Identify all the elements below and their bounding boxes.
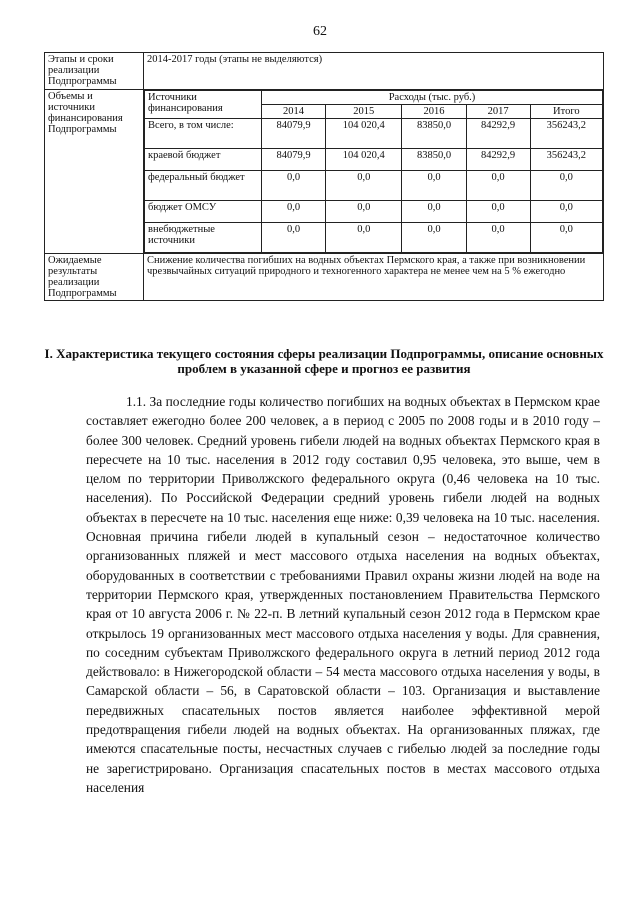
source-label: краевой бюджет <box>145 149 262 171</box>
funding-row-total <box>145 119 603 149</box>
expenses-header: Расходы (тыс. руб.) <box>262 91 603 105</box>
results-label: Ожидаемые результаты реализации Подпрограммы <box>45 254 144 301</box>
funding-label: Объемы и источники финансирования Подпрограммы <box>45 90 144 254</box>
section-heading: I. Характеристика текущего состояния сферы реализации Подпрограммы, описание основных проблем в указанной сфере и прогноз ее развития <box>44 346 604 376</box>
value-cell: 0,0 <box>402 223 466 253</box>
stages-row <box>45 53 604 90</box>
value-cell: 0,0 <box>530 171 602 201</box>
paragraph: 1.1. За последние годы количество погибших на водных объектах в Пермском крае составляет ежегодно более 200 человек, а в период с 2005 по 2008 годы и в 2010 году – более 300 человек. Средний уровень гибели людей на водных объектах Пермского края в пересчете на 10 тыс. населения в 2012 году составил 0,95 человека, это выше, чем в целом по территории Приволжского федерального округа (0,46 человека на 10 тыс. населения). По Российской Федерации средний уровень гибели людей на водных объектах в пересчете на 10 тыс. населения еще ниже: 0,39 человека на 10 тыс. населения. Основная причина гибели людей в купальный сезон – недостаточное количество организованных пляжей и мест массового отдыха населения на водных объектах, оборудованных в соответствии с требованиями Правил охраны жизни людей на воде на территории Пермского края, утвержденных постановлением Правительства Пермского края от 10 августа 2006 г. № 22-п. В летний купальный сезон 2012 года в Пермском крае открылось 19 организованных мест массового отдыха населения у воды. Для сравнения, по соседним субъектам Приволжского федерального округа в летний период 2012 года действовало: в Нижегородской области – 54 места массового отдыха населения у воды, в Самарской области – 56, в Саратовской области – 103. Организация и выставление передвижных спасательных постов является наиболее эффективной мерой предотвращения гибели людей на водных объектах. На организованных пляжах, где имеются спасательные посты, несчастных случаев с гибелью людей за последние годы не зарегистрировано. Организация спасательных постов в местах массового отдыха населения <box>86 394 600 795</box>
value-cell: 0,0 <box>262 201 326 223</box>
value-cell: 84079,9 <box>262 149 326 171</box>
year-header: 2016 <box>402 105 466 119</box>
value-cell: 83850,0 <box>402 149 466 171</box>
value-cell: 0,0 <box>530 201 602 223</box>
value-cell: 356243,2 <box>530 119 602 149</box>
sources-header: Источники финансирования <box>145 91 262 119</box>
value-cell: 0,0 <box>262 171 326 201</box>
page-number: 62 <box>313 24 327 39</box>
funding-row <box>45 90 604 254</box>
funding-table <box>144 90 603 253</box>
source-label: Всего, в том числе: <box>145 119 262 149</box>
value-cell: 0,0 <box>262 223 326 253</box>
year-header: 2014 <box>262 105 326 119</box>
results-value: Снижение количества погибших на водных объектах Пермского края, а также при возникновении чрезвычайных ситуаций природного и техногенного характера не менее чем на 5 % ежегодно <box>144 254 604 301</box>
value-cell: 0,0 <box>326 171 402 201</box>
results-row <box>45 254 604 301</box>
value-cell: 0,0 <box>466 223 530 253</box>
value-cell: 83850,0 <box>402 119 466 149</box>
value-cell: 0,0 <box>326 201 402 223</box>
funding-row-offbudget <box>145 223 603 253</box>
value-cell: 0,0 <box>530 223 602 253</box>
subprogram-passport-table <box>44 52 604 301</box>
stages-label: Этапы и сроки реализации Подпрограммы <box>45 53 144 90</box>
body-text <box>86 392 600 797</box>
value-cell: 0,0 <box>402 171 466 201</box>
total-header: Итого <box>530 105 602 119</box>
value-cell: 0,0 <box>402 201 466 223</box>
year-header: 2017 <box>466 105 530 119</box>
source-label: внебюджетные источники <box>145 223 262 253</box>
value-cell: 104 020,4 <box>326 149 402 171</box>
value-cell: 84292,9 <box>466 119 530 149</box>
value-cell: 84292,9 <box>466 149 530 171</box>
value-cell: 0,0 <box>466 201 530 223</box>
year-header: 2015 <box>326 105 402 119</box>
stages-value: 2014-2017 годы (этапы не выделяются) <box>144 53 604 90</box>
source-label: федеральный бюджет <box>145 171 262 201</box>
funding-row-federal <box>145 171 603 201</box>
value-cell: 0,0 <box>326 223 402 253</box>
funding-row-regional <box>145 149 603 171</box>
funding-row-municipal <box>145 201 603 223</box>
source-label: бюджет ОМСУ <box>145 201 262 223</box>
value-cell: 104 020,4 <box>326 119 402 149</box>
value-cell: 356243,2 <box>530 149 602 171</box>
value-cell: 0,0 <box>466 171 530 201</box>
value-cell: 84079,9 <box>262 119 326 149</box>
